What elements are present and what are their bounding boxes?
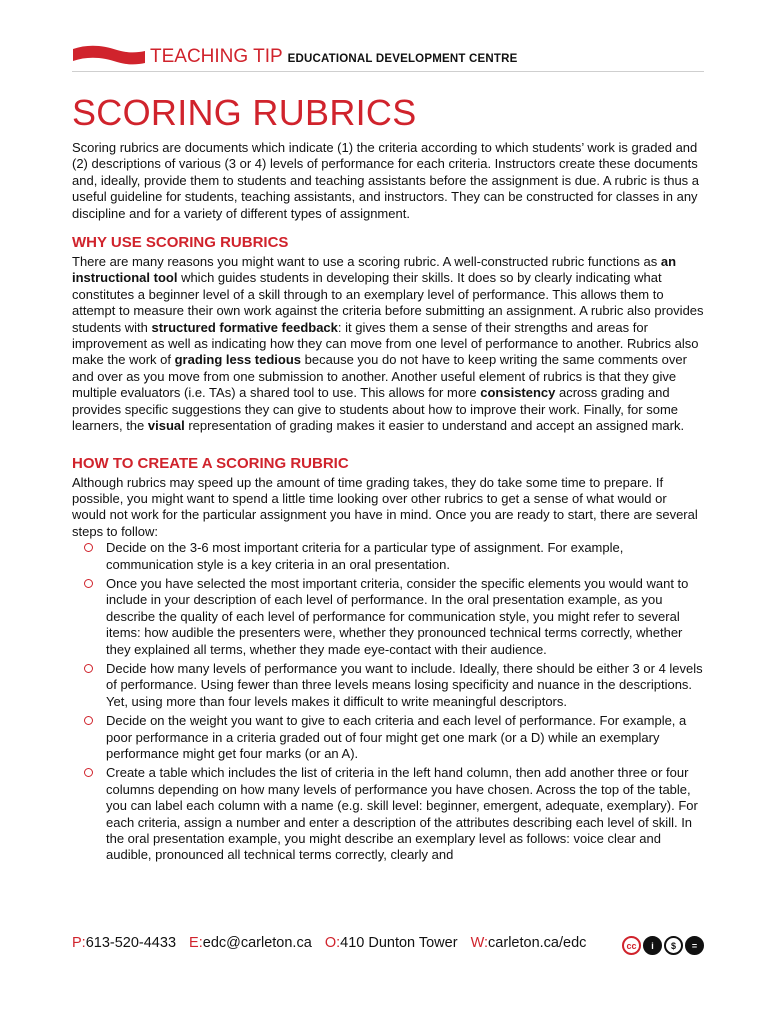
list-item: Decide on the 3-6 most important criteria for a particular type of assignment. For example, communication style is a key criteria in an oral presentation. bbox=[72, 540, 704, 573]
list-item: Decide on the weight you want to give to each criteria and each level of performance. For example, a poor performance in a criteria graded out of four might get one mark (or a D) while an exemplary performance might get four marks (or an A). bbox=[72, 713, 704, 762]
noncommercial-icon: $ bbox=[664, 936, 683, 955]
footer-phone: 613-520-4433 bbox=[85, 935, 177, 951]
attribution-icon: i bbox=[643, 936, 662, 955]
header-brand bbox=[150, 46, 517, 68]
steps-list bbox=[72, 540, 704, 864]
how-intro-paragraph: Although rubrics may speed up the amount of time grading takes, they do take some time to prepare. If possible, you might want to spend a little time looking over other rubrics to get a sense of what would or would not work for the particular assignment you have in mind. Once you are ready to start, there are several steps to follow: bbox=[72, 474, 698, 539]
noderivatives-icon: = bbox=[685, 936, 704, 955]
footer-office: 410 Dunton Tower bbox=[340, 935, 458, 951]
page-header bbox=[0, 36, 770, 76]
circle-bullet-icon bbox=[84, 579, 93, 588]
footer-web-link[interactable]: carleton.ca/edc bbox=[488, 935, 587, 951]
carleton-flag-logo bbox=[73, 45, 145, 65]
why-heading: WHY USE SCORING RUBRICS bbox=[72, 234, 289, 252]
intro-paragraph: Scoring rubrics are documents which indicate (1) the criteria according to which students’ work is graded and (2) descriptions of various (3 or 4) levels of performance for each criteria. Instructors create these documents and, ideally, provide them to students and teaching assistants before the assignment is due. A rubric is thus a useful guideline for students, teaching assistants, and instructors. They can be constructed for classes in any discipline and for a variety of different types of assignment. bbox=[72, 140, 700, 221]
main-content bbox=[72, 92, 704, 867]
cc-icon: cc bbox=[622, 936, 641, 955]
circle-bullet-icon bbox=[84, 543, 93, 552]
list-item: Create a table which includes the list of criteria in the left hand column, then add another three or four columns depending on how many levels of performance you have chosen. Across the top of the table, you can label each column with a name (e.g. skill level: beginner, emergent, adequate, exemplary). For each criteria, assign a number and enter a description of the attributes describing each level of skill. In the oral presentation example, you might describe an exemplary level as follows: voice clear and audible, pronounced all technical terms correctly, clearly and bbox=[72, 765, 704, 863]
why-paragraph: There are many reasons you might want to use a scoring rubric. A well-constructed rubric functions as an instructional tool which guides students in developing their skills. It does so by clearly indicating what constitutes a beginner level of a skill through to an exemplary level of performance. This allows them to attempt to measure their own work against the criteria before submitting an assignment. A rubric also provides students with structured formative feedback: it gives them a sense of their strengths and areas for improvement as well as indicating how they can move from one level of performance to another. Rubrics also make the work of grading less tedious because you do not have to keep writing the same comments over and over as you move from one submission to another. Another useful element of rubrics is that they give multiple evaluators (i.e. TAs) a shared tool to use. This allows for more consistency across grading and provides specific suggestions they can give to students about how to improve their work. Finally, for some learners, the visual representation of grading makes it easier to understand and accept an assigned mark. bbox=[72, 254, 704, 434]
footer-email-link[interactable]: edc@carleton.ca bbox=[202, 935, 312, 951]
teaching-tip-label: TEACHING TIP bbox=[150, 46, 283, 67]
how-heading: HOW TO CREATE A SCORING RUBRIC bbox=[72, 454, 349, 472]
list-item: Decide how many levels of performance you want to include. Ideally, there should be either 3 or 4 levels of performance. Using fewer than three levels means losing specificity and nuance in the descriptions. Yet, using more than four levels makes it difficult to write meaningful descriptors. bbox=[72, 661, 704, 710]
department-label: EDUCATIONAL DEVELOPMENT CENTRE bbox=[287, 53, 518, 65]
circle-bullet-icon bbox=[84, 664, 93, 673]
circle-bullet-icon bbox=[84, 768, 93, 777]
circle-bullet-icon bbox=[84, 716, 93, 725]
page-footer: P:613-520-4433 E:edc@carleton.ca O:410 Dunton Tower W:carleton.ca/edc cc i $ = bbox=[72, 935, 704, 957]
page-title: SCORING RUBRICS bbox=[72, 92, 417, 133]
header-divider bbox=[72, 71, 704, 72]
list-item: Once you have selected the most important criteria, consider the specific elements you would want to include in your description of each level of performance. In the oral presentation example, as you describe the quality of each level of performance for communication style, you might refer to several items: how audible the presenters were, whether they pronounced technical terms correctly, whether they explained all terms, whether they made eye-contact with their audience. bbox=[72, 576, 704, 658]
creative-commons-license[interactable] bbox=[622, 936, 704, 955]
